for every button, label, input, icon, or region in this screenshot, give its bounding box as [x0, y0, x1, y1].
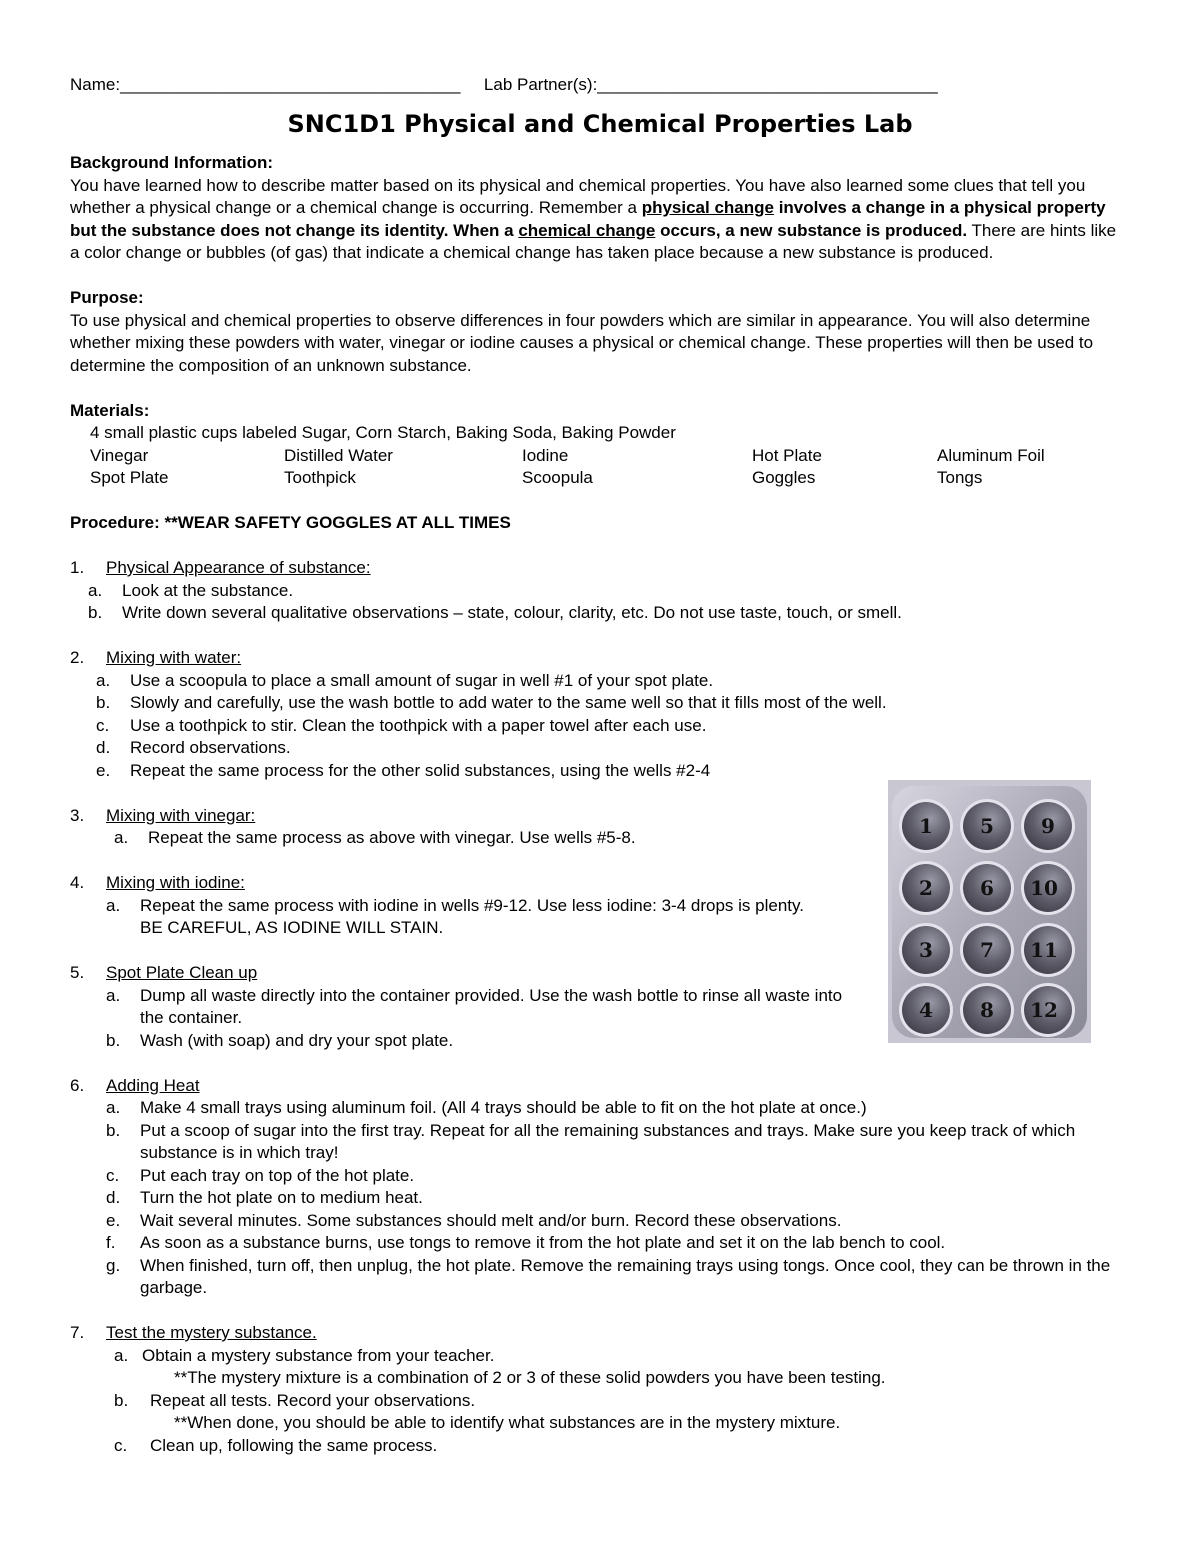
procedure-step: 3. Mixing with vinegar: [70, 805, 1130, 828]
well-number: 2 [919, 876, 933, 900]
step-title: Adding Heat [106, 1075, 200, 1095]
substep: b. Put a scoop of sugar into the first tray. Repeat for all the remaining substances and trays. Make sure you keep track of which substance is in which tray! [106, 1120, 1076, 1162]
procedure-step: 6. Adding Heat [70, 1075, 1130, 1098]
well-number: 8 [980, 998, 994, 1022]
substep: f. As soon as a substance burns, use tongs to remove it from the hot plate and set it on the lab bench to cool. [106, 1233, 946, 1252]
substep: a. Use a scoopula to place a small amount of sugar in well #1 of your spot plate. [96, 670, 714, 690]
purpose-text: To use physical and chemical properties to observe differences in four powders which are similar in appearance. You will also determine whether mixing these powders with water, vinegar or iodine causes a physical or chemical change. These properties will then be used to determine the composition of an unknown substance. [70, 310, 1094, 375]
material-item: Goggles [752, 468, 816, 487]
material-item: Distilled Water [284, 445, 393, 465]
physical-change-term: physical change [641, 198, 774, 217]
safety-warning: **WEAR SAFETY GOGGLES AT ALL TIMES [159, 513, 511, 532]
procedure-step: 5. Spot Plate Clean up [70, 962, 1130, 985]
substep: d. Turn the hot plate on to medium heat. [106, 1188, 423, 1207]
materials-list [70, 445, 1130, 490]
step-title: Physical Appearance of substance: [106, 558, 371, 577]
substep: a. Repeat the same process as above with vinegar. Use wells #5-8. [114, 828, 636, 847]
material-item: Spot Plate [90, 468, 169, 487]
well-number: 3 [919, 938, 933, 962]
procedure-step: 7. Test the mystery substance. [70, 1322, 1130, 1345]
substep: b. Slowly and carefully, use the wash bottle to add water to the same well so that it fills most of the well. [96, 693, 887, 712]
background-text: You have learned how to describe matter based on its physical and chemical properties. You have also learned some clues that tell you whether a physical change or a chemical change is occurring. Remember a physical change involves a change in a physical property but the substance does not change its identity. When a chemical change occurs, a new substance is produced. There are hints like a color change or bubbles (of gas) that indicate a chemical change has taken place because a new substance is produced. [70, 175, 1117, 262]
material-item: Toothpick [284, 468, 356, 487]
substep: c. Put each tray on top of the hot plate. [106, 1165, 415, 1185]
material-item: Tongs [937, 468, 983, 487]
procedure-step: 1. Physical Appearance of substance: [70, 557, 1130, 580]
material-item: Scoopula [522, 468, 593, 487]
well-number: 6 [980, 876, 994, 900]
name-field: Name:____________________________________ [70, 75, 461, 94]
purpose-heading: Purpose: [70, 288, 144, 307]
well-number: 5 [980, 814, 994, 838]
background-heading: Background Information: [70, 153, 274, 172]
well-number: 12 [1030, 998, 1058, 1022]
spot-plate-illustration [888, 780, 1091, 1043]
well-number: 9 [1041, 814, 1055, 838]
substep: e. Repeat the same process for the other solid substances, using the wells #2-4 [96, 760, 711, 780]
substep: b. Wash (with soap) and dry your spot plate. [106, 1030, 454, 1050]
step-title: Mixing with vinegar: [106, 805, 256, 825]
material-item: Vinegar [90, 445, 149, 465]
well-number: 7 [980, 938, 994, 962]
substep-note: **When done, you should be able to identify what substances are in the mystery mixture. [174, 1413, 841, 1432]
well-number: 4 [919, 998, 933, 1022]
substep: e. Wait several minutes. Some substances should melt and/or burn. Record these observations. [106, 1210, 842, 1230]
step-title: Spot Plate Clean up [106, 963, 258, 982]
procedure-step: 2. Mixing with water: [70, 647, 1130, 670]
well-number: 10 [1030, 876, 1058, 900]
substep: b. Write down several qualitative observations – state, colour, clarity, etc. Do not use taste, touch, or smell. [88, 603, 902, 622]
procedure-heading: Procedure: **WEAR SAFETY GOGGLES AT ALL TIMES [70, 513, 511, 532]
step-title: Mixing with water: [106, 648, 242, 667]
step-title: Test the mystery substance. [106, 1323, 317, 1342]
chemical-change-term: chemical change [518, 220, 656, 240]
substep: a. Look at the substance. [88, 580, 294, 600]
materials-heading: Materials: [70, 400, 150, 420]
substep: a. Repeat the same process with iodine in wells #9-12. Use less iodine: 3-4 drops is plenty. BE CAREFUL, AS IODINE WILL STAIN. [106, 895, 833, 937]
substep: c. Use a toothpick to stir. Clean the toothpick with a paper towel after each use. [96, 715, 707, 735]
page-title: SNC1D1 Physical and Chemical Properties Lab [287, 110, 913, 138]
material-item: Hot Plate [752, 445, 822, 465]
substep: g. When finished, turn off, then unplug, the hot plate. Remove the remaining trays using tongs. Once cool, they can be thrown in the garbage. [106, 1255, 1111, 1297]
substep: a. Dump all waste directly into the container provided. Use the wash bottle to rinse all waste into the container. [106, 985, 843, 1027]
well-number: 11 [1030, 938, 1058, 962]
lab-partner-field: Lab Partner(s):____________________________________ [483, 75, 938, 94]
substep: a. Make 4 small trays using aluminum foil. (All 4 trays should be able to fit on the hot plate at once.) [106, 1098, 867, 1117]
substep: c. Clean up, following the same process. [114, 1435, 438, 1455]
substep: d. Record observations. [96, 738, 291, 757]
materials-cups: 4 small plastic cups labeled Sugar, Corn Starch, Baking Soda, Baking Powder [90, 423, 676, 442]
step-title: Mixing with iodine: [106, 873, 245, 892]
header-row [70, 74, 1130, 97]
well-number: 1 [919, 814, 933, 838]
material-item: Iodine [522, 445, 569, 465]
substep-note: **The mystery mixture is a combination of 2 or 3 of these solid powders you have been testing. [174, 1368, 886, 1387]
material-item: Aluminum Foil [937, 445, 1045, 465]
substep: b. Repeat all tests. Record your observations. [114, 1390, 476, 1410]
procedure-step: 4. Mixing with iodine: [70, 872, 1130, 895]
substep: a. Obtain a mystery substance from your teacher. [114, 1345, 495, 1365]
